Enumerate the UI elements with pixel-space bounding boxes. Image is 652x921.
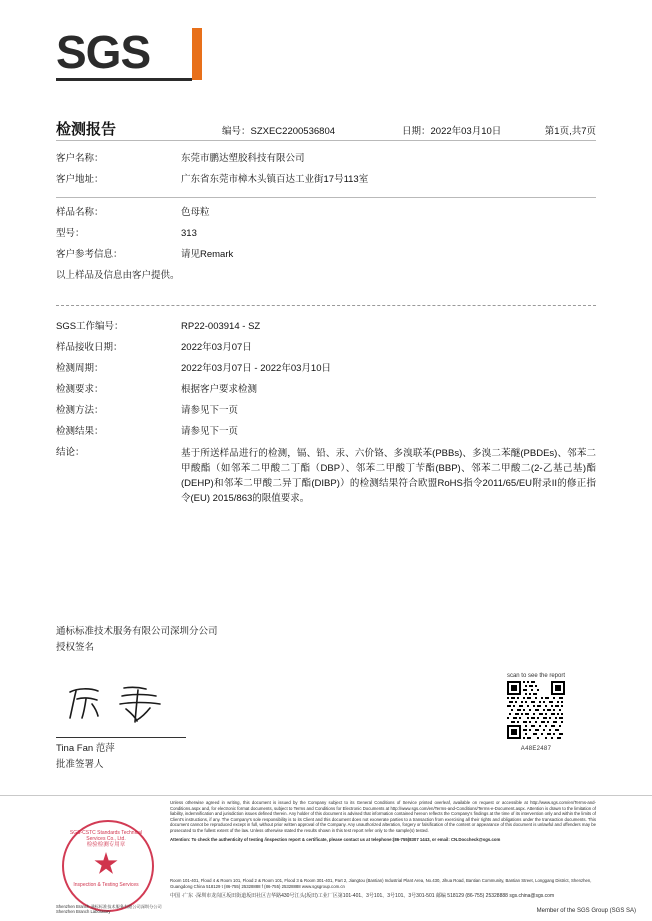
report-header-row <box>56 118 596 139</box>
customer-address-value: 广东省东莞市樟木头镇百达工业街17号113室 <box>181 174 369 185</box>
stamp-company-text: SGS-CSTC Standards Technical Services Co., Ltd. <box>69 830 143 842</box>
footer-divider <box>0 795 652 796</box>
sample-ref-label: 客户参考信息： <box>56 249 123 260</box>
job-number-label: SGS工作编号： <box>56 321 124 332</box>
signer-info <box>56 741 115 773</box>
test-result-row <box>56 425 596 439</box>
qr-code-icon[interactable] <box>507 681 565 739</box>
test-result-value: 请参见下一页 <box>181 426 239 437</box>
sample-ref-value: 请见Remark <box>181 249 234 260</box>
sample-provided-note: 以上样品及信息由客户提供。 <box>56 270 180 281</box>
test-period-row <box>56 362 596 376</box>
customer-name-row <box>56 152 596 166</box>
stamp-top-text: 检验检测专用章 <box>86 842 126 848</box>
qr-caption: scan to see the report <box>506 673 566 679</box>
test-method-row <box>56 404 596 418</box>
footer-attention: Attention: To check the authenticity of testing /inspection report & certificate, please contact us at telephone:(86-755)8307 1443, or email: CN.Doccheck@sgs.com <box>170 836 501 842</box>
stamp-label: Shenzhen Branch 通标标准技术服务有限公司深圳分公司 Shenzhen Branch Laboratory <box>56 904 162 915</box>
customer-name-label: 客户名称： <box>56 153 104 164</box>
report-date: 日期：2022年03月10日 <box>402 126 502 137</box>
official-stamp <box>56 818 162 915</box>
report-number: 编号：SZXEC2200536804 <box>222 126 336 137</box>
logo-underline <box>56 78 192 81</box>
customer-name-value: 东莞市鹏达塑胶科技有限公司 <box>181 153 305 164</box>
job-number-row <box>56 320 596 334</box>
qr-block <box>505 673 567 752</box>
conclusion-label: 结论： <box>56 447 85 458</box>
sample-name-row <box>56 206 596 220</box>
customer-address-row <box>56 173 596 187</box>
footer-address-cn-line: 中国 ·广东 ·深圳市龙岗区坂田街道坂田社区吉华路430号江头(坂田)工业厂区第101-401、3号101、3号101、3号301-501 邮编 518129 <box>170 893 464 899</box>
sample-model-row <box>56 227 596 241</box>
sample-name-label: 样品名称： <box>56 207 104 218</box>
authorized-signature-label: 授权签名 <box>56 642 95 653</box>
footer-tel-cn: (86-755) 25328888 <box>465 893 508 899</box>
received-date-label: 样品接收日期： <box>56 342 123 353</box>
page-counter: 第1页,共7页 <box>544 126 596 137</box>
conclusion-row <box>56 446 596 506</box>
sample-model-label: 型号： <box>56 228 85 239</box>
test-result-label: 检测结果： <box>56 426 104 437</box>
customer-address-label: 客户地址： <box>56 174 104 185</box>
received-date-row <box>56 341 596 355</box>
header-divider <box>56 140 596 141</box>
test-period-label: 检测周期： <box>56 363 104 374</box>
stamp-mid-text: Inspection & Testing Services <box>73 882 139 888</box>
footer-tel-en: t (86-755) 25328888 f (86-755) 25328888 <box>221 883 301 889</box>
test-requirement-value: 根据客户要求检测 <box>181 384 258 395</box>
qr-document-id: A48E2487 <box>520 746 552 752</box>
received-date-value: 2022年03月07日 <box>181 342 252 353</box>
footer-member-line: Member of the SGS Group (SGS SA) <box>536 908 636 914</box>
logo-accent-bar <box>192 28 202 80</box>
signature-block <box>56 624 218 656</box>
test-period-value: 2022年03月07日 - 2022年03月10日 <box>181 363 331 374</box>
footer-address-line: Room 101-401, Flood 4 & Room 101, Flood 2 & Room 101, Flood 3 & Room 301-401, Part 2, Jiangtou (Bantian) Industrial Plant Area, No.430, Jihua Road, Bantian Community, Bantian Street, Longgang District, Shenzhen, Guangdong China 518129 <box>170 878 592 889</box>
customer-divider <box>56 197 596 198</box>
sample-info-block <box>56 206 596 283</box>
page-title: 检测报告 <box>56 121 117 138</box>
test-requirement-label: 检测要求： <box>56 384 104 395</box>
footer-legal-text <box>170 800 596 842</box>
signer-role: 批准签署人 <box>56 759 104 770</box>
test-method-value: 请参见下一页 <box>181 405 239 416</box>
sample-model-value: 313 <box>181 228 197 239</box>
signature-rule <box>56 737 186 738</box>
footer-address-en <box>170 878 596 890</box>
handwritten-signature <box>64 682 174 726</box>
customer-info-block <box>56 152 596 194</box>
signing-company: 通标标准技术服务有限公司深圳分公司 <box>56 626 218 637</box>
sample-name-value: 色母粒 <box>181 207 210 218</box>
footer-web: www.sgsgroup.com.cn <box>301 883 345 889</box>
conclusion-value: 基于所送样品进行的检测，镉、铅、汞、六价铬、多溴联苯(PBBs)、多溴二苯醚(PBDEs)、邻苯二甲酸酯（如邻苯二甲酸二丁酯（DBP）、邻苯二甲酸丁苄酯(BBP)、邻苯二甲酸二(2-乙基己基)酯(DEHP)和邻苯二甲酸二异丁酯(DIBP)）的检测结果符合欧盟RoHS指令2011/65/EU附录II的修正指令(EU) 2015/863的限值要求。 <box>181 448 596 504</box>
signer-name: Tina Fan 范萍 <box>56 743 115 754</box>
testing-info-block <box>56 320 596 513</box>
test-requirement-row <box>56 383 596 397</box>
test-method-label: 检测方法： <box>56 405 104 416</box>
footer-legal-body: Unless otherwise agreed in writing, this document is issued by the Company subject to its General Conditions of Service printed overleaf, available on request or accessible at http://www.sgs.com/en/Terms-and-Conditions.aspx and, for electronic format documents, subject to Terms and Conditions for Electronic Documents at http://www.sgs.com/en/Terms-and-Conditions/Terms-e-Document.aspx. Attention is drawn to the limitation of liability, indemnification and jurisdiction issues defined therein. Any holder of this document is advised that information contained hereon reflects the Company's findings at the time of its intervention only and within the limits of Client's instructions, if any. The Company's sole responsibility is to its Client and this document does not exonerate parties to a transaction from exercising all their rights and obligations under the transaction documents. This document cannot be reproduced except in full, without prior written approval of the Company. Any unauthorized alteration, forgery or falsification of the content or appearance of this document is unlawful and offenders may be prosecuted to the fullest extent of the law. Unless otherwise stated the results shown in this test report refer only to the sample(s) tested. <box>170 800 596 833</box>
job-number-value: RP22-003914 - SZ <box>181 321 261 332</box>
sgs-logo <box>56 28 192 81</box>
logo-text: SGS <box>56 26 151 78</box>
footer-address-cn <box>170 893 596 900</box>
section-dashed-divider <box>56 305 596 306</box>
footer-mail-cn: sgs.china@sgs.com <box>509 893 555 899</box>
sample-ref-row <box>56 248 596 262</box>
